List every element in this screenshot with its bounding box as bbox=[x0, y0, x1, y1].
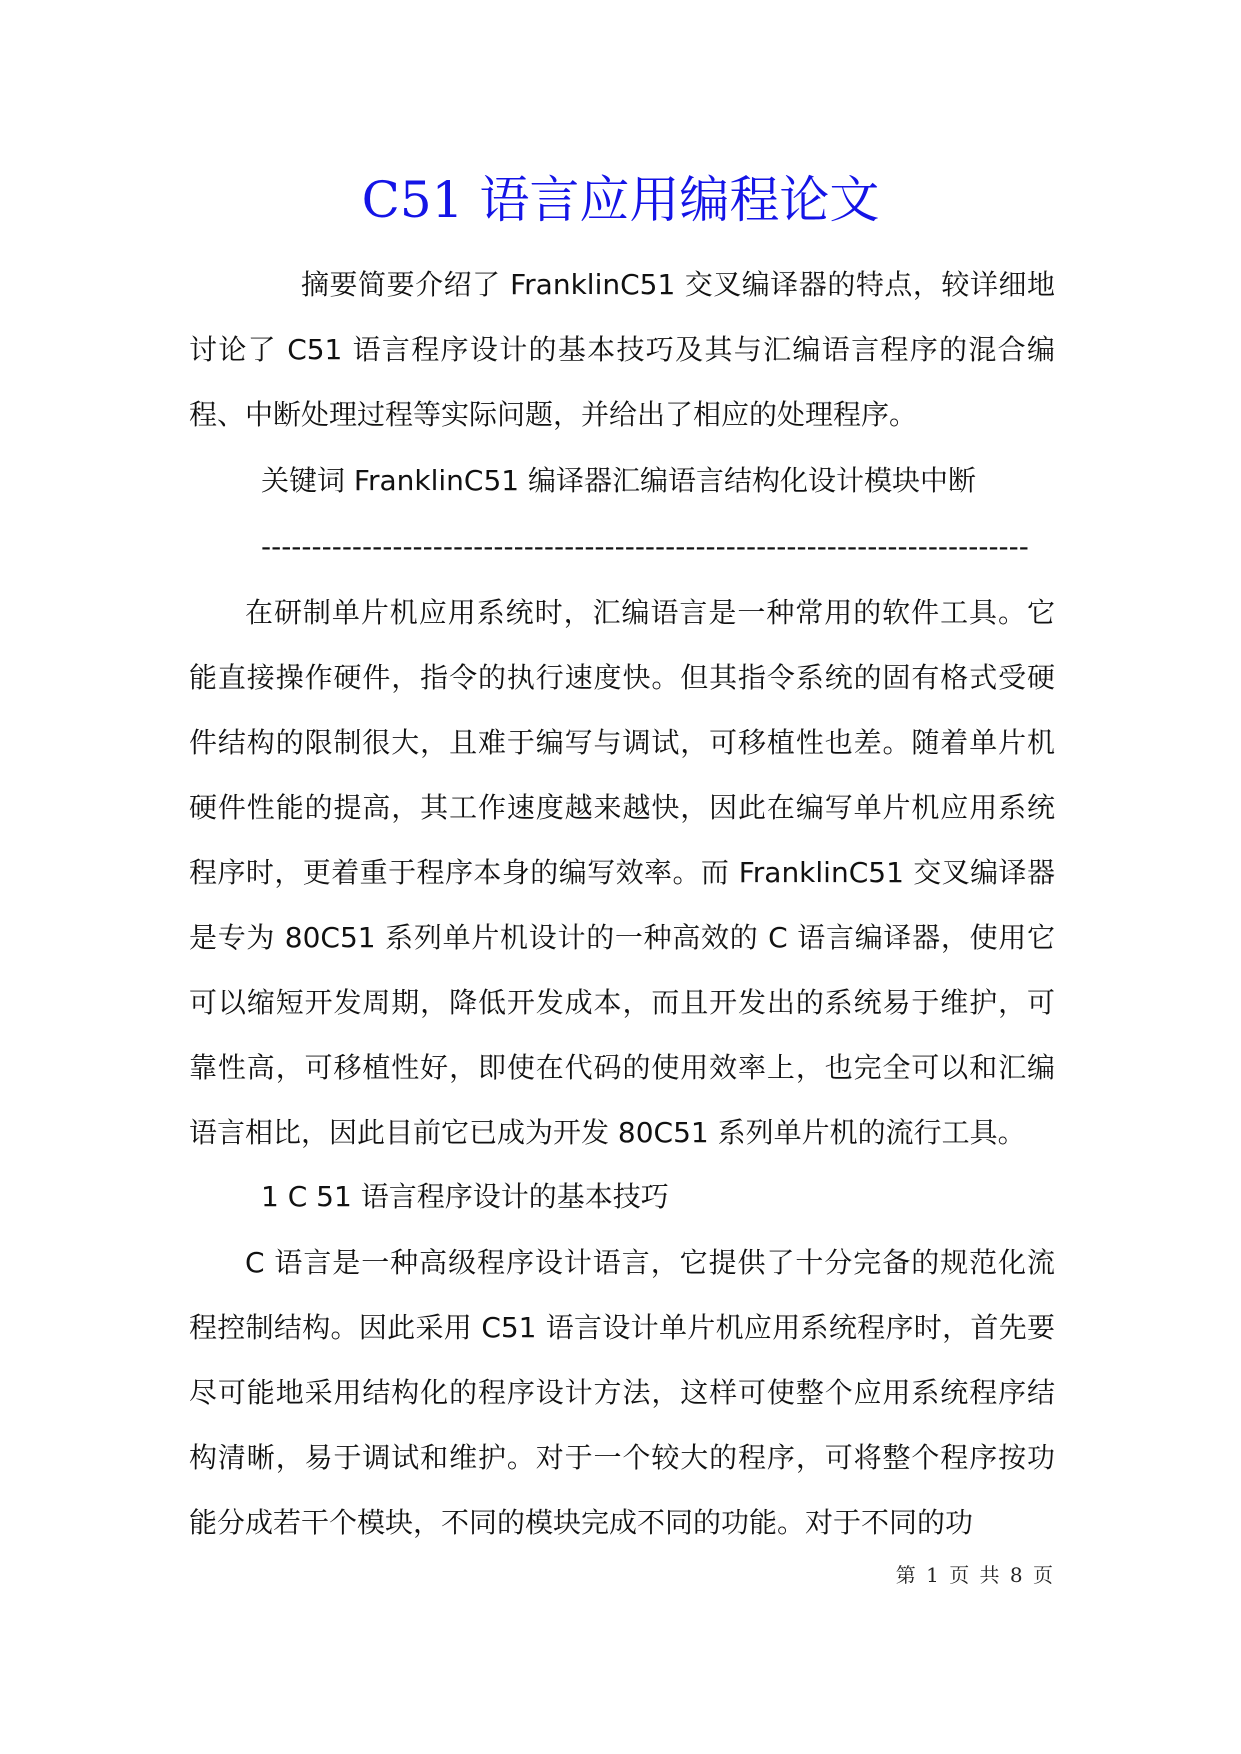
section-body-paragraph: C 语言是一种高级程序设计语言，它提供了十分完备的规范化流程控制结构。因此采用 C51 语言设计单片机应用系统程序时，首先要尽可能地采用结构化的程序设计方法，这样可使整个应用系统程序结构清晰，易于调试和维护。对于一个较大的程序，可将整个程序按功能分成若干个模块，不同的模块完成不同的功能。对于不同的功 bbox=[189, 1246, 1055, 1539]
keywords-line: 关键词 FranklinC51 编译器汇编语言结构化设计模块中断 bbox=[261, 464, 976, 497]
page-number-footer: 第 1 页 共 8 页 bbox=[895, 1563, 1055, 1587]
intro-block bbox=[189, 580, 1055, 1165]
abstract-block bbox=[189, 252, 1055, 447]
document-title: C51 语言应用编程论文 bbox=[361, 171, 880, 229]
section-heading-block bbox=[189, 1164, 1055, 1229]
section-body-block bbox=[189, 1230, 1055, 1555]
section-heading: 1 C 51 语言程序设计的基本技巧 bbox=[261, 1180, 669, 1213]
keywords-block bbox=[189, 448, 1055, 513]
separator-block bbox=[189, 514, 1055, 579]
separator-line: ---------------------------------------------------------------------------- bbox=[261, 530, 1029, 563]
intro-paragraph: 在研制单片机应用系统时，汇编语言是一种常用的软件工具。它能直接操作硬件，指令的执行速度快。但其指令系统的固有格式受硬件结构的限制很大，且难于编写与调试，可移植性也差。随着单片机硬件性能的提高，其工作速度越来越快，因此在编写单片机应用系统程序时，更着重于程序本身的编写效率。而 FranklinC51 交叉编译器是专为 80C51 系列单片机设计的一种高效的 C 语言编译器，使用它可以缩短开发周期，降低开发成本，而且开发出的系统易于维护，可靠性高，可移植性好，即使在代码的使用效率上，也完全可以和汇编语言相比，因此目前它已成为开发 80C51 系列单片机的流行工具。 bbox=[189, 596, 1055, 1149]
abstract-paragraph: 摘要简要介绍了 FranklinC51 交叉编译器的特点，较详细地讨论了 C51 语言程序设计的基本技巧及其与汇编语言程序的混合编程、中断处理过程等实际问题，并给出了相应的处理程序。 bbox=[189, 268, 1055, 431]
